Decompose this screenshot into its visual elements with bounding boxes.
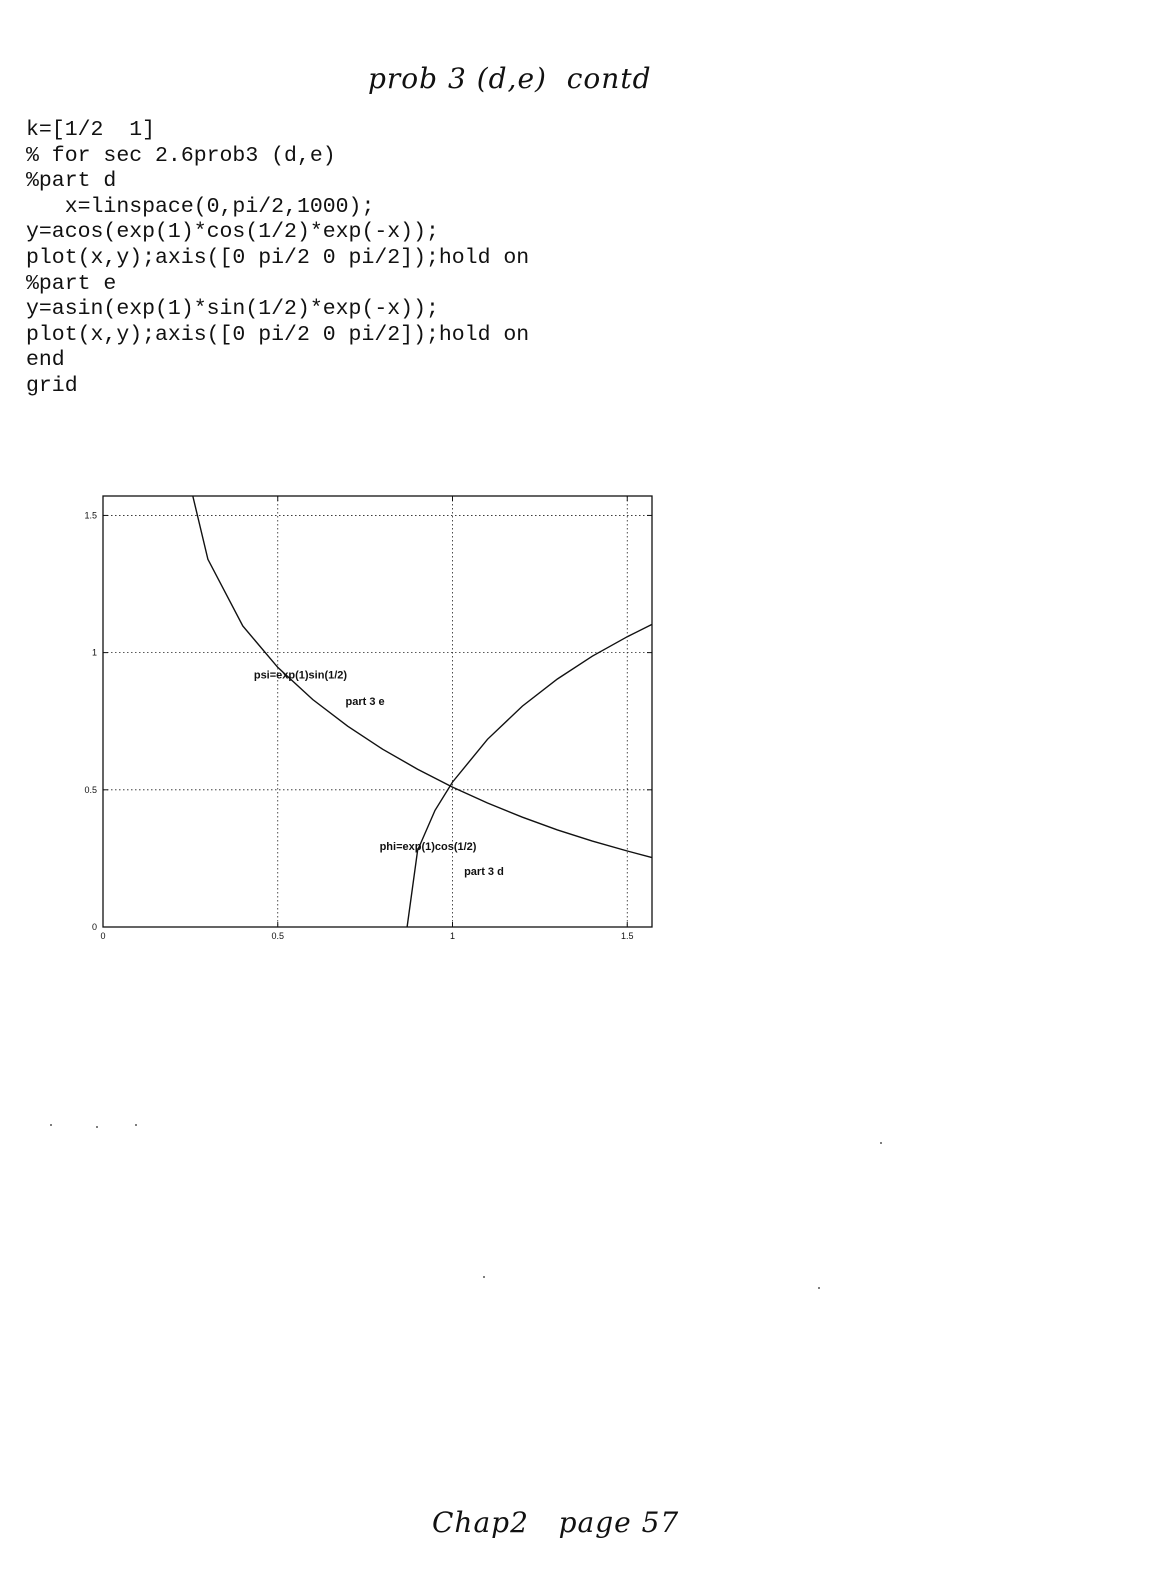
series-line-2 bbox=[407, 624, 652, 927]
scan-speck bbox=[50, 1124, 52, 1126]
code-line: x=linspace(0,pi/2,1000); bbox=[26, 194, 375, 219]
plot-annotation: part 3 e bbox=[345, 695, 385, 708]
plot-annotations bbox=[254, 670, 504, 878]
scan-speck bbox=[818, 1287, 820, 1289]
grid-lines bbox=[103, 496, 652, 927]
x-tick-label: 1.5 bbox=[620, 931, 634, 941]
code-line: y=asin(exp(1)*sin(1/2)*exp(-x)); bbox=[26, 297, 439, 322]
scan-speck bbox=[483, 1276, 485, 1278]
y-tick-label: 1 bbox=[91, 647, 97, 658]
plot-curves bbox=[193, 496, 652, 927]
y-tick-label: 0 bbox=[91, 922, 97, 932]
code-line: end bbox=[26, 348, 65, 373]
code-line: % for sec 2.6prob3 (d,e) bbox=[26, 143, 336, 168]
x-tick-label: 1 bbox=[449, 931, 456, 941]
scan-speck bbox=[96, 1126, 98, 1128]
axis-ticks bbox=[84, 496, 652, 941]
page-footer-handwritten: Chap2 page 57 bbox=[432, 1506, 680, 1539]
code-line: %part d bbox=[26, 169, 117, 194]
y-tick-label: 0.5 bbox=[84, 784, 97, 795]
scan-speck bbox=[880, 1142, 882, 1144]
plot-annotation: psi=exp(1)sin(1/2) bbox=[253, 669, 348, 682]
plot-annotation: phi=exp(1)cos(1/2) bbox=[379, 841, 477, 854]
page-header-handwritten: prob 3 (d,e) contd bbox=[368, 62, 652, 95]
scan-speck bbox=[135, 1124, 137, 1126]
code-line: %part e bbox=[26, 271, 117, 296]
y-tick-label: 1.5 bbox=[84, 510, 97, 521]
code-line: k=[1/2 1] bbox=[26, 118, 156, 142]
axes-frame bbox=[103, 496, 652, 927]
code-line: y=acos(exp(1)*cos(1/2)*exp(-x)); bbox=[26, 220, 439, 245]
code-line: plot(x,y);axis([0 pi/2 0 pi/2]);hold on bbox=[26, 322, 530, 347]
code-line: plot(x,y);axis([0 pi/2 0 pi/2]);hold on bbox=[26, 245, 530, 270]
code-line: grid bbox=[26, 373, 78, 398]
x-tick-label: 0.5 bbox=[271, 931, 285, 941]
plot-annotation: part 3 d bbox=[464, 865, 504, 878]
x-tick-label: 0 bbox=[100, 931, 106, 941]
